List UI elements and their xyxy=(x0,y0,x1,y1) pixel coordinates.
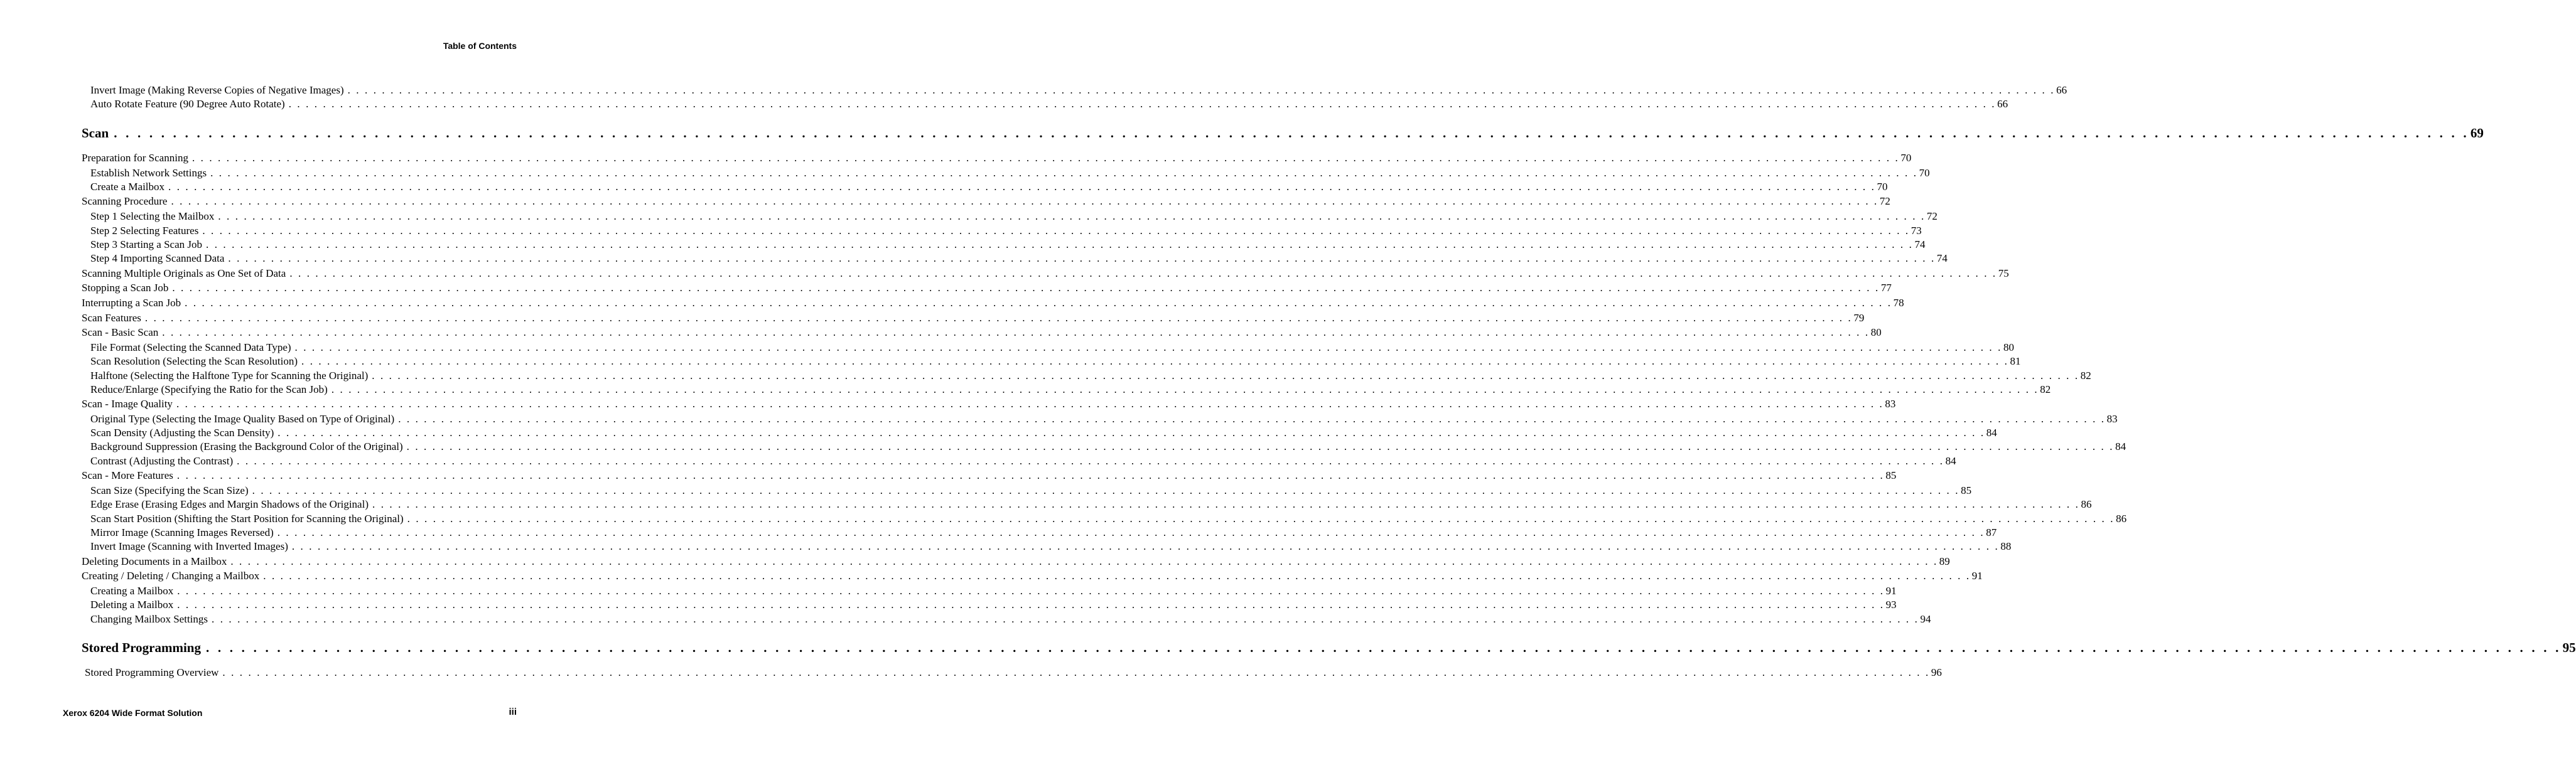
toc-dot-leader: . . . . . . . . . . . . . . . . . . . . . . . . . . . . . . . . . . . . . . . . . . . . . . . . . . . . . . . . . . . . . . . . . . . . . . . . . . . . . . . . . . . . . . . . . . . . . . . . . . . . . . . . . . . . . . . . . . . . . . . . . . . . . . . . . . . . . . . . . . . . . . . . . . . . . . . . . . . . . . . . . . . . . . . . . . . . . . . . . . . . . . . . . . . . . . . . . . . . . . . xyxy=(172,282,1880,294)
toc-entry-title: Create a Mailbox xyxy=(90,181,165,193)
toc-entry-page: 93 xyxy=(1885,599,1897,611)
toc-entry-title: Scan Start Position (Shifting the Start Position for Scanning the Original) xyxy=(90,513,404,525)
toc-entry[interactable] xyxy=(90,540,2012,553)
toc-entry-page: 73 xyxy=(1910,225,1922,237)
toc-entry-page: 66 xyxy=(1997,98,2008,110)
toc-entry[interactable] xyxy=(90,341,2014,355)
toc-entry-title: Auto Rotate Feature (90 Degree Auto Rotate) xyxy=(90,98,285,110)
toc-entry-title: Scan Resolution (Selecting the Scan Resolution) xyxy=(90,355,298,367)
toc-entry-page: 80 xyxy=(2003,341,2014,353)
toc-entry[interactable] xyxy=(90,369,2091,383)
toc-entry[interactable] xyxy=(82,326,1882,339)
toc-entry-title: Stored Programming xyxy=(82,640,201,655)
toc-entry-title: Deleting a Mailbox xyxy=(90,599,174,611)
toc-entry-title: Halftone (Selecting the Halftone Type for Scanning the Original) xyxy=(90,370,369,382)
toc-entry-page: 83 xyxy=(2106,413,2118,425)
toc-entry[interactable] xyxy=(90,97,2008,111)
toc-entry[interactable] xyxy=(90,238,1926,252)
toc-entry-title: Scan Features xyxy=(82,312,141,324)
toc-dot-leader: . . . . . . . . . . . . . . . . . . . . . . . . . . . . . . . . . . . . . . . . . . . . . . . . . . . . . . . . . . . . . . . . . . . . . . . . . . . . . . . . . . . . . . . . . . . . . . . . . . . . . . . . . . . . . . . . . . . . . . . . . . . . . . . . . . . . . . . . . . . . . . . . . . . . . . . . . . . . . . . . . . . . . . . . . . . . . . . . . . . . . . . . . . . . . . . . . . . . . . . xyxy=(372,370,2079,382)
toc-dot-leader: . . . . . . . . . . . . . . . . . . . . . . . . . . . . . . . . . . . . . . . . . . . . . . . . . . . . . . . . . . . . . . . . . . . . . . . . . . . . . . . . . . . . . . . . . . . . . . . . . . . . . . . . . . . . . . . . . . . . . . . . . . . . . . . . . . . . . . . . . . . . . . . . . . . . . . . . . . . . . . . . . . . . . . . . . . . . . . . . . . . . . . . . . . . . . . . . . . . . . . . xyxy=(407,513,2115,525)
toc-dot-leader: . . . . . . . . . . . . . . . . . . . . . . . . . . . . . . . . . . . . . . . . . . . . . . . . . . . . . . . . . . . . . . . . . . . . . . . . . . . . . . . . . . . . . . . . . . . . . . . . . . . . . . . . . . . . . . . . . . . . . . . . . . . . . . . . . . . . . . . . . . . . . . . . . . . . . . . . . . . . . . . . . . . . . . . . . . . . . . . . . . . . . . . . . . . . . . . . . . . . . . . xyxy=(205,640,2562,655)
toc-entry-page: 91 xyxy=(1971,570,1983,582)
toc-entry-title: Mirror Image (Scanning Images Reversed) xyxy=(90,526,274,538)
toc-chapter-entry[interactable] xyxy=(82,639,2576,656)
toc-dot-leader: . . . . . . . . . . . . . . . . . . . . . . . . . . . . . . . . . . . . . . . . . . . . . . . . . . . . . . . . . . . . . . . . . . . . . . . . . . . . . . . . . . . . . . . . . . . . . . . . . . . . . . . . . . . . . . . . . . . . . . . . . . . . . . . . . . . . . . . . . . . . . . . . . . . . . . . . . . . . . . . . . . . . . . . . . . . . . . . . . . . . . . . . . . . . . . . . . . . . . . . xyxy=(301,355,2009,367)
toc-dot-leader: . . . . . . . . . . . . . . . . . . . . . . . . . . . . . . . . . . . . . . . . . . . . . . . . . . . . . . . . . . . . . . . . . . . . . . . . . . . . . . . . . . . . . . . . . . . . . . . . . . . . . . . . . . . . . . . . . . . . . . . . . . . . . . . . . . . . . . . . . . . . . . . . . . . . . . . . . . . . . . . . . . . . . . . . . . . . . . . . . . . . . . . . . . . . . . . . . . . . . . . xyxy=(291,540,2000,552)
toc-dot-leader: . . . . . . . . . . . . . . . . . . . . . . . . . . . . . . . . . . . . . . . . . . . . . . . . . . . . . . . . . . . . . . . . . . . . . . . . . . . . . . . . . . . . . . . . . . . . . . . . . . . . . . . . . . . . . . . . . . . . . . . . . . . . . . . . . . . . . . . . . . . . . . . . . . . . . . . . . . . . . . . . . . . . . . . . . . . . . . . . . . . . . . . . . . . . . . . . . . . . . . . xyxy=(191,152,1900,164)
toc-chapter-entry[interactable] xyxy=(82,125,2484,141)
toc-entry[interactable] xyxy=(90,224,1922,238)
toc-dot-leader: . . . . . . . . . . . . . . . . . . . . . . . . . . . . . . . . . . . . . . . . . . . . . . . . . . . . . . . . . . . . . . . . . . . . . . . . . . . . . . . . . . . . . . . . . . . . . . . . . . . . . . . . . . . . . . . . . . . . . . . . . . . . . . . . . . . . . . . . . . . . . . . . . . . . . . . . . . . . . . . . . . . . . . . . . . . . . . . . . . . . . . . . . . . . . . . . . . . . . . . xyxy=(237,455,1944,467)
toc-entry-title: Stored Programming Overview xyxy=(85,666,219,678)
toc-dot-leader: . . . . . . . . . . . . . . . . . . . . . . . . . . . . . . . . . . . . . . . . . . . . . . . . . . . . . . . . . . . . . . . . . . . . . . . . . . . . . . . . . . . . . . . . . . . . . . . . . . . . . . . . . . . . . . . . . . . . . . . . . . . . . . . . . . . . . . . . . . . . . . . . . . . . . . . . . . . . . . . . . . . . . . . . . . . . . . . . . . . . . . . . . . . . . . . . . . . . . . . xyxy=(176,398,1884,410)
toc-entry[interactable] xyxy=(90,526,1997,540)
toc-dot-leader: . . . . . . . . . . . . . . . . . . . . . . . . . . . . . . . . . . . . . . . . . . . . . . . . . . . . . . . . . . . . . . . . . . . . . . . . . . . . . . . . . . . . . . . . . . . . . . . . . . . . . . . . . . . . . . . . . . . . . . . . . . . . . . . . . . . . . . . . . . . . . . . . . . . . . . . . . . . . . . . . . . . . . . . . . . . . . . . . . . . . . . . . . . . . . . . . . . . . . . . xyxy=(202,225,1910,237)
toc-dot-leader: . . . . . . . . . . . . . . . . . . . . . . . . . . . . . . . . . . . . . . . . . . . . . . . . . . . . . . . . . . . . . . . . . . . . . . . . . . . . . . . . . . . . . . . . . . . . . . . . . . . . . . . . . . . . . . . . . . . . . . . . . . . . . . . . . . . . . . . . . . . . . . . . . . . . . . . . . . . . . . . . . . . . . . . . . . . . . . . . . . . . . . . . . . . . . . . . . . . . . . . xyxy=(171,195,1878,207)
toc-dot-leader: . . . . . . . . . . . . . . . . . . . . . . . . . . . . . . . . . . . . . . . . . . . . . . . . . . . . . . . . . . . . . . . . . . . . . . . . . . . . . . . . . . . . . . . . . . . . . . . . . . . . . . . . . . . . . . . . . . . . . . . . . . . . . . . . . . . . . . . . . . . . . . . . . . . . . . . . . . . . . . . . . . . . . . . . . . . . . . . . . . . . . . . . . . . . . . . . . . . . . . . xyxy=(114,126,2469,141)
toc-entry[interactable] xyxy=(90,612,1931,626)
toc-entry[interactable] xyxy=(90,83,2067,97)
toc-entry-title: Stopping a Scan Job xyxy=(82,282,169,294)
toc-entry[interactable] xyxy=(90,584,1897,598)
toc-entry-title: Step 3 Starting a Scan Job xyxy=(90,238,203,250)
toc-entry-page: 86 xyxy=(2081,498,2092,510)
toc-entry-title: Changing Mailbox Settings xyxy=(90,613,208,625)
toc-entry-page: 85 xyxy=(1885,469,1897,481)
toc-entry-title: Original Type (Selecting the Image Quality Based on Type of Original) xyxy=(90,413,395,425)
toc-entry[interactable] xyxy=(82,267,2009,281)
toc-entry-title: Edge Erase (Erasing Edges and Margin Shadows of the Original) xyxy=(90,498,369,510)
toc-entry-page: 81 xyxy=(2010,355,2021,367)
toc-entry[interactable] xyxy=(82,281,1892,295)
toc-entry-page: 78 xyxy=(1893,297,1904,309)
toc-entry-title: Step 4 Importing Scanned Data xyxy=(90,252,225,264)
toc-dot-leader: . . . . . . . . . . . . . . . . . . . . . . . . . . . . . . . . . . . . . . . . . . . . . . . . . . . . . . . . . . . . . . . . . . . . . . . . . . . . . . . . . . . . . . . . . . . . . . . . . . . . . . . . . . . . . . . . . . . . . . . . . . . . . . . . . . . . . . . . . . . . . . . . . . . . . . . . . . . . . . . . . . . . . . . . . . . . . . . . . . . . . . . . . . . . . . . . . . . . . . . xyxy=(331,383,2039,395)
toc-dot-leader: . . . . . . . . . . . . . . . . . . . . . . . . . . . . . . . . . . . . . . . . . . . . . . . . . . . . . . . . . . . . . . . . . . . . . . . . . . . . . . . . . . . . . . . . . . . . . . . . . . . . . . . . . . . . . . . . . . . . . . . . . . . . . . . . . . . . . . . . . . . . . . . . . . . . . . . . . . . . . . . . . . . . . . . . . . . . . . . . . . . . . . . . . . . . . . . . . . . . . . . xyxy=(398,413,2106,425)
toc-dot-leader: . . . . . . . . . . . . . . . . . . . . . . . . . . . . . . . . . . . . . . . . . . . . . . . . . . . . . . . . . . . . . . . . . . . . . . . . . . . . . . . . . . . . . . . . . . . . . . . . . . . . . . . . . . . . . . . . . . . . . . . . . . . . . . . . . . . . . . . . . . . . . . . . . . . . . . . . . . . . . . . . . . . . . . . . . . . . . . . . . . . . . . . . . . . . . . . . . . . . . . . xyxy=(406,441,2115,452)
toc-entry[interactable] xyxy=(82,555,1950,569)
toc-entry[interactable] xyxy=(90,355,2021,368)
toc-entry[interactable] xyxy=(90,512,2127,526)
toc-entry-title: Background Suppression (Erasing the Background Color of the Original) xyxy=(90,441,403,452)
toc-entry[interactable] xyxy=(90,498,2092,511)
toc-entry-title: Deleting Documents in a Mailbox xyxy=(82,555,227,567)
toc-dot-leader: . . . . . . . . . . . . . . . . . . . . . . . . . . . . . . . . . . . . . . . . . . . . . . . . . . . . . . . . . . . . . . . . . . . . . . . . . . . . . . . . . . . . . . . . . . . . . . . . . . . . . . . . . . . . . . . . . . . . . . . . . . . . . . . . . . . . . . . . . . . . . . . . . . . . . . . . . . . . . . . . . . . . . . . . . . . . . . . . . . . . . . . . . . . . . . . . . . . . . . . xyxy=(230,555,1938,567)
toc-entry-page: 72 xyxy=(1926,210,1937,222)
toc-entry-title: Scan Density (Adjusting the Scan Density) xyxy=(90,427,274,439)
toc-entry-title: Invert Image (Making Reverse Copies of Negative Images) xyxy=(90,84,344,96)
toc-dot-leader: . . . . . . . . . . . . . . . . . . . . . . . . . . . . . . . . . . . . . . . . . . . . . . . . . . . . . . . . . . . . . . . . . . . . . . . . . . . . . . . . . . . . . . . . . . . . . . . . . . . . . . . . . . . . . . . . . . . . . . . . . . . . . . . . . . . . . . . . . . . . . . . . . . . . . . . . . . . . . . . . . . . . . . . . . . . . . . . . . . . . . . . . . . . . . . . . . . . . . . . xyxy=(144,312,1853,324)
toc-entry-page: 86 xyxy=(2116,513,2127,525)
toc-entry-page: 91 xyxy=(1885,585,1897,597)
toc-entry-page: 75 xyxy=(1998,267,2009,279)
toc-dot-leader: . . . . . . . . . . . . . . . . . . . . . . . . . . . . . . . . . . . . . . . . . . . . . . . . . . . . . . . . . . . . . . . . . . . . . . . . . . . . . . . . . . . . . . . . . . . . . . . . . . . . . . . . . . . . . . . . . . . . . . . . . . . . . . . . . . . . . . . . . . . . . . . . . . . . . . . . . . . . . . . . . . . . . . . . . . . . . . . . . . . . . . . . . . . . . . . . . . . . . . . xyxy=(372,498,2080,510)
toc-dot-leader: . . . . . . . . . . . . . . . . . . . . . . . . . . . . . . . . . . . . . . . . . . . . . . . . . . . . . . . . . . . . . . . . . . . . . . . . . . . . . . . . . . . . . . . . . . . . . . . . . . . . . . . . . . . . . . . . . . . . . . . . . . . . . . . . . . . . . . . . . . . . . . . . . . . . . . . . . . . . . . . . . . . . . . . . . . . . . . . . . . . . . . . . . . . . . . . . . . . . . . . xyxy=(278,427,1985,439)
toc-entry[interactable] xyxy=(90,180,1888,194)
toc-entry-page: 87 xyxy=(1986,526,1997,538)
toc-entry-title: Preparation for Scanning xyxy=(82,152,188,164)
toc-entry-page: 66 xyxy=(2056,84,2067,96)
toc-entry-title: Scan - Basic Scan xyxy=(82,326,159,338)
toc-entry-page: 74 xyxy=(1936,252,1948,264)
toc-entry[interactable] xyxy=(82,296,1904,310)
toc-entry-title: Step 2 Selecting Features xyxy=(90,225,199,237)
toc-entry[interactable] xyxy=(90,383,2051,397)
toc-entry[interactable] xyxy=(82,469,1897,483)
toc-dot-leader: . . . . . . . . . . . . . . . . . . . . . . . . . . . . . . . . . . . . . . . . . . . . . . . . . . . . . . . . . . . . . . . . . . . . . . . . . . . . . . . . . . . . . . . . . . . . . . . . . . . . . . . . . . . . . . . . . . . . . . . . . . . . . . . . . . . . . . . . . . . . . . . . . . . . . . . . . . . . . . . . . . . . . . . . . . . . . . . . . . . . . . . . . . . . . . . . . . . . . . . xyxy=(177,585,1885,597)
toc-entry-title: File Format (Selecting the Scanned Data Type) xyxy=(90,341,291,353)
toc-dot-leader: . . . . . . . . . . . . . . . . . . . . . . . . . . . . . . . . . . . . . . . . . . . . . . . . . . . . . . . . . . . . . . . . . . . . . . . . . . . . . . . . . . . . . . . . . . . . . . . . . . . . . . . . . . . . . . . . . . . . . . . . . . . . . . . . . . . . . . . . . . . . . . . . . . . . . . . . . . . . . . . . . . . . . . . . . . . . . . . . . . . . . . . . . . . . . . . . . . . . . . . xyxy=(289,267,1997,279)
toc-entry[interactable] xyxy=(90,454,1956,468)
toc-dot-leader: . . . . . . . . . . . . . . . . . . . . . . . . . . . . . . . . . . . . . . . . . . . . . . . . . . . . . . . . . . . . . . . . . . . . . . . . . . . . . . . . . . . . . . . . . . . . . . . . . . . . . . . . . . . . . . . . . . . . . . . . . . . . . . . . . . . . . . . . . . . . . . . . . . . . . . . . . . . . . . . . . . . . . . . . . . . . . . . . . . . . . . . . . . . . . . . . . . . . . . . xyxy=(252,484,1960,496)
toc-entry[interactable] xyxy=(90,252,1948,265)
toc-entry[interactable] xyxy=(82,569,1983,583)
toc-entry-page: 70 xyxy=(1900,152,1912,164)
toc-entry-page: 70 xyxy=(1919,167,1930,179)
toc-entry-page: 69 xyxy=(2470,126,2484,141)
toc-entry-page: 83 xyxy=(1885,398,1896,410)
toc-entry-page: 82 xyxy=(2080,370,2091,382)
toc-dot-leader: . . . . . . . . . . . . . . . . . . . . . . . . . . . . . . . . . . . . . . . . . . . . . . . . . . . . . . . . . . . . . . . . . . . . . . . . . . . . . . . . . . . . . . . . . . . . . . . . . . . . . . . . . . . . . . . . . . . . . . . . . . . . . . . . . . . . . . . . . . . . . . . . . . . . . . . . . . . . . . . . . . . . . . . . . . . . . . . . . . . . . . . . . . . . . . . . . . . . . . . xyxy=(218,210,1926,222)
toc-dot-leader: . . . . . . . . . . . . . . . . . . . . . . . . . . . . . . . . . . . . . . . . . . . . . . . . . . . . . . . . . . . . . . . . . . . . . . . . . . . . . . . . . . . . . . . . . . . . . . . . . . . . . . . . . . . . . . . . . . . . . . . . . . . . . . . . . . . . . . . . . . . . . . . . . . . . . . . . . . . . . . . . . . . . . . . . . . . . . . . . . . . . . . . . . . . . . . . . . . . . . . . xyxy=(206,238,1914,250)
toc-entry[interactable] xyxy=(85,666,1942,680)
toc-dot-leader: . . . . . . . . . . . . . . . . . . . . . . . . . . . . . . . . . . . . . . . . . . . . . . . . . . . . . . . . . . . . . . . . . . . . . . . . . . . . . . . . . . . . . . . . . . . . . . . . . . . . . . . . . . . . . . . . . . . . . . . . . . . . . . . . . . . . . . . . . . . . . . . . . . . . . . . . . . . . . . . . . . . . . . . . . . . . . . . . . . . . . . . . . . . . . . . . . . . . . . . xyxy=(212,613,1919,625)
toc-dot-leader: . . . . . . . . . . . . . . . . . . . . . . . . . . . . . . . . . . . . . . . . . . . . . . . . . . . . . . . . . . . . . . . . . . . . . . . . . . . . . . . . . . . . . . . . . . . . . . . . . . . . . . . . . . . . . . . . . . . . . . . . . . . . . . . . . . . . . . . . . . . . . . . . . . . . . . . . . . . . . . . . . . . . . . . . . . . . . . . . . . . . . . . . . . . . . . . . . . . . . . . xyxy=(294,341,2002,353)
toc-entry-title: Interrupting a Scan Job xyxy=(82,297,181,309)
toc-entry-page: 94 xyxy=(1920,613,1931,625)
toc-entry[interactable] xyxy=(90,412,2118,426)
toc-entry-title: Establish Network Settings xyxy=(90,167,207,179)
toc-dot-leader: . . . . . . . . . . . . . . . . . . . . . . . . . . . . . . . . . . . . . . . . . . . . . . . . . . . . . . . . . . . . . . . . . . . . . . . . . . . . . . . . . . . . . . . . . . . . . . . . . . . . . . . . . . . . . . . . . . . . . . . . . . . . . . . . . . . . . . . . . . . . . . . . . . . . . . . . . . . . . . . . . . . . . . . . . . . . . . . . . . . . . . . . . . . . . . . . . . . . . . . xyxy=(176,469,1885,481)
toc-dot-leader: . . . . . . . . . . . . . . . . . . . . . . . . . . . . . . . . . . . . . . . . . . . . . . . . . . . . . . . . . . . . . . . . . . . . . . . . . . . . . . . . . . . . . . . . . . . . . . . . . . . . . . . . . . . . . . . . . . . . . . . . . . . . . . . . . . . . . . . . . . . . . . . . . . . . . . . . . . . . . . . . . . . . . . . . . . . . . . . . . . . . . . . . . . . . . . . . . . . . . . . xyxy=(168,181,1876,193)
toc-entry-page: 88 xyxy=(2000,540,2012,552)
toc-dot-leader: . . . . . . . . . . . . . . . . . . . . . . . . . . . . . . . . . . . . . . . . . . . . . . . . . . . . . . . . . . . . . . . . . . . . . . . . . . . . . . . . . . . . . . . . . . . . . . . . . . . . . . . . . . . . . . . . . . . . . . . . . . . . . . . . . . . . . . . . . . . . . . . . . . . . . . . . . . . . . . . . . . . . . . . . . . . . . . . . . . . . . . . . . . . . . . . . . . . . . . . xyxy=(162,326,1870,338)
toc-entry-page: 84 xyxy=(2115,441,2126,452)
toc-dot-leader: . . . . . . . . . . . . . . . . . . . . . . . . . . . . . . . . . . . . . . . . . . . . . . . . . . . . . . . . . . . . . . . . . . . . . . . . . . . . . . . . . . . . . . . . . . . . . . . . . . . . . . . . . . . . . . . . . . . . . . . . . . . . . . . . . . . . . . . . . . . . . . . . . . . . . . . . . . . . . . . . . . . . . . . . . . . . . . . . . . . . . . . . . . . . . . . . . . . . . . . xyxy=(277,526,1985,538)
toc-entry[interactable] xyxy=(90,166,1930,180)
toc-entry[interactable] xyxy=(90,598,1897,612)
toc-entry-page: 85 xyxy=(1961,484,1972,496)
toc-entry[interactable] xyxy=(82,151,1912,165)
toc-entry[interactable] xyxy=(82,311,1865,325)
toc-entry-title: Contrast (Adjusting the Contrast) xyxy=(90,455,234,467)
toc-dot-leader: . . . . . . . . . . . . . . . . . . . . . . . . . . . . . . . . . . . . . . . . . . . . . . . . . . . . . . . . . . . . . . . . . . . . . . . . . . . . . . . . . . . . . . . . . . . . . . . . . . . . . . . . . . . . . . . . . . . . . . . . . . . . . . . . . . . . . . . . . . . . . . . . . . . . . . . . . . . . . . . . . . . . . . . . . . . . . . . . . . . . . . . . . . . . . . . . . . . . . . . xyxy=(222,666,1930,678)
toc-entry-title: Scanning Multiple Originals as One Set of Data xyxy=(82,267,286,279)
toc-entry-page: 79 xyxy=(1853,312,1865,324)
toc-dot-leader: . . . . . . . . . . . . . . . . . . . . . . . . . . . . . . . . . . . . . . . . . . . . . . . . . . . . . . . . . . . . . . . . . . . . . . . . . . . . . . . . . . . . . . . . . . . . . . . . . . . . . . . . . . . . . . . . . . . . . . . . . . . . . . . . . . . . . . . . . . . . . . . . . . . . . . . . . . . . . . . . . . . . . . . . . . . . . . . . . . . . . . . . . . . . . . . . . . . . . . . xyxy=(288,98,1997,110)
toc-dot-leader: . . . . . . . . . . . . . . . . . . . . . . . . . . . . . . . . . . . . . . . . . . . . . . . . . . . . . . . . . . . . . . . . . . . . . . . . . . . . . . . . . . . . . . . . . . . . . . . . . . . . . . . . . . . . . . . . . . . . . . . . . . . . . . . . . . . . . . . . . . . . . . . . . . . . . . . . . . . . . . . . . . . . . . . . . . . . . . . . . . . . . . . . . . . . . . . . . . . . . . . xyxy=(177,599,1885,611)
running-head-title: Table of Contents xyxy=(443,41,517,51)
toc-dot-leader: . . . . . . . . . . . . . . . . . . . . . . . . . . . . . . . . . . . . . . . . . . . . . . . . . . . . . . . . . . . . . . . . . . . . . . . . . . . . . . . . . . . . . . . . . . . . . . . . . . . . . . . . . . . . . . . . . . . . . . . . . . . . . . . . . . . . . . . . . . . . . . . . . . . . . . . . . . . . . . . . . . . . . . . . . . . . . . . . . . . . . . . . . . . . . . . . . . . . . . . xyxy=(347,84,2056,96)
toc-dot-leader: . . . . . . . . . . . . . . . . . . . . . . . . . . . . . . . . . . . . . . . . . . . . . . . . . . . . . . . . . . . . . . . . . . . . . . . . . . . . . . . . . . . . . . . . . . . . . . . . . . . . . . . . . . . . . . . . . . . . . . . . . . . . . . . . . . . . . . . . . . . . . . . . . . . . . . . . . . . . . . . . . . . . . . . . . . . . . . . . . . . . . . . . . . . . . . . . . . . . . . . xyxy=(228,252,1936,264)
toc-entry-page: 70 xyxy=(1877,181,1888,193)
toc-entry-page: 82 xyxy=(2040,383,2051,395)
toc-entry-page: 80 xyxy=(1870,326,1882,338)
toc-entry-page: 89 xyxy=(1939,555,1950,567)
toc-entry-title: Scan Size (Specifying the Scan Size) xyxy=(90,484,249,496)
toc-entry-title: Scan xyxy=(82,126,109,141)
toc-entry-title: Invert Image (Scanning with Inverted Images) xyxy=(90,540,288,552)
toc-entry-title: Scan - Image Quality xyxy=(82,398,173,410)
toc-entry-page: 74 xyxy=(1914,238,1926,250)
toc-entry-title: Creating a Mailbox xyxy=(90,585,174,597)
toc-entry-page: 77 xyxy=(1880,282,1892,294)
footer-product-name: Xerox 6204 Wide Format Solution xyxy=(63,708,203,718)
toc-entry-page: 95 xyxy=(2562,640,2576,655)
toc-dot-leader: . . . . . . . . . . . . . . . . . . . . . . . . . . . . . . . . . . . . . . . . . . . . . . . . . . . . . . . . . . . . . . . . . . . . . . . . . . . . . . . . . . . . . . . . . . . . . . . . . . . . . . . . . . . . . . . . . . . . . . . . . . . . . . . . . . . . . . . . . . . . . . . . . . . . . . . . . . . . . . . . . . . . . . . . . . . . . . . . . . . . . . . . . . . . . . . . . . . . . . . xyxy=(185,297,1892,309)
toc-entry-title: Step 1 Selecting the Mailbox xyxy=(90,210,215,222)
toc-entry[interactable] xyxy=(82,195,1890,208)
toc-entry-page: 84 xyxy=(1986,427,1997,439)
toc-entry[interactable] xyxy=(90,210,1937,223)
toc-entry-page: 84 xyxy=(1945,455,1956,467)
toc-entry[interactable] xyxy=(90,426,1997,440)
toc-entry[interactable] xyxy=(90,484,1972,498)
toc-entry-title: Reduce/Enlarge (Specifying the Ratio for the Scan Job) xyxy=(90,383,328,395)
toc-dot-leader: . . . . . . . . . . . . . . . . . . . . . . . . . . . . . . . . . . . . . . . . . . . . . . . . . . . . . . . . . . . . . . . . . . . . . . . . . . . . . . . . . . . . . . . . . . . . . . . . . . . . . . . . . . . . . . . . . . . . . . . . . . . . . . . . . . . . . . . . . . . . . . . . . . . . . . . . . . . . . . . . . . . . . . . . . . . . . . . . . . . . . . . . . . . . . . . . . . . . . . . xyxy=(263,570,1971,582)
toc-entry[interactable] xyxy=(90,440,2126,454)
toc-entry-title: Creating / Deleting / Changing a Mailbox xyxy=(82,570,260,582)
toc-entry-page: 72 xyxy=(1879,195,1890,207)
toc-entry[interactable] xyxy=(82,397,1896,411)
footer-page-number: iii xyxy=(509,707,517,717)
toc-entry-title: Scan - More Features xyxy=(82,469,173,481)
toc-entry-title: Scanning Procedure xyxy=(82,195,168,207)
toc-entry-page: 96 xyxy=(1931,666,1942,678)
toc-dot-leader: . . . . . . . . . . . . . . . . . . . . . . . . . . . . . . . . . . . . . . . . . . . . . . . . . . . . . . . . . . . . . . . . . . . . . . . . . . . . . . . . . . . . . . . . . . . . . . . . . . . . . . . . . . . . . . . . . . . . . . . . . . . . . . . . . . . . . . . . . . . . . . . . . . . . . . . . . . . . . . . . . . . . . . . . . . . . . . . . . . . . . . . . . . . . . . . . . . . . . . . xyxy=(210,167,1918,179)
